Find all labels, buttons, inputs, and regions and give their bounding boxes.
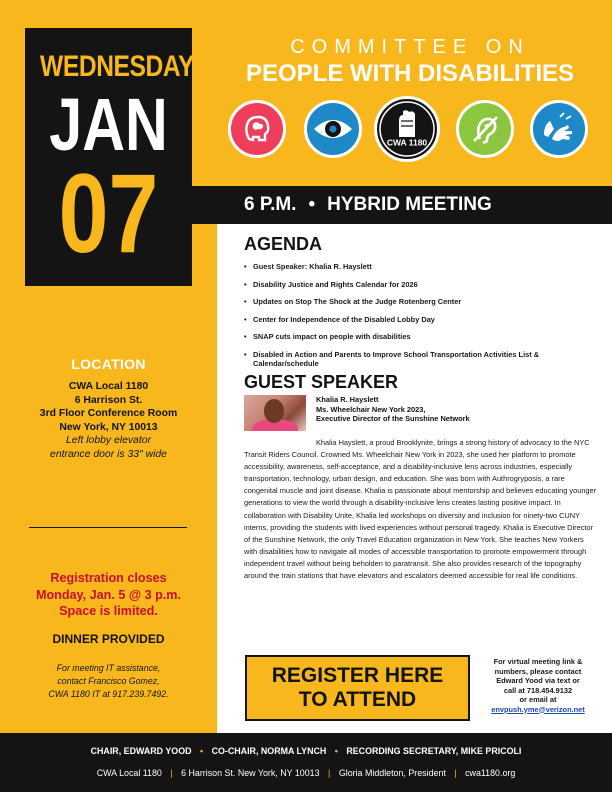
brain-icon bbox=[228, 100, 286, 158]
guest-role-1: Ms. Wheelchair New York 2023, bbox=[316, 404, 426, 414]
register-info-line: numbers, please contact bbox=[494, 666, 582, 676]
agenda-item: • Disability Justice and Rights Calendar for 2026 bbox=[244, 280, 594, 290]
registration-line: Registration closes bbox=[50, 571, 167, 585]
hearing-icon bbox=[456, 100, 514, 158]
meeting-time: 6 P.M. bbox=[244, 194, 297, 215]
register-info-line: call at 718.454.9132 bbox=[503, 685, 573, 695]
it-help bbox=[25, 662, 192, 701]
location-line: 6 Harrison St. bbox=[74, 394, 143, 406]
location-note: entrance door is 33" wide bbox=[50, 448, 167, 460]
footer-site-link[interactable]: cwa1180.org bbox=[465, 768, 516, 778]
footer-cochair: CO-CHAIR, NORMA LYNCH bbox=[211, 746, 327, 756]
location-title: LOCATION bbox=[71, 356, 146, 372]
register-info-line: Edward Yood via text or bbox=[496, 676, 580, 685]
divider bbox=[29, 527, 187, 528]
footer-contact bbox=[0, 768, 612, 778]
footer-secretary: RECORDING SECRETARY, MIKE PRICOLI bbox=[346, 746, 522, 756]
registration-line: Monday, Jan. 5 @ 3 p.m. bbox=[35, 587, 181, 602]
dinner-note: DINNER PROVIDED bbox=[52, 632, 165, 646]
meeting-bullet: • bbox=[308, 194, 316, 215]
guest-name-block bbox=[316, 395, 596, 424]
footer-separator: | bbox=[454, 768, 457, 778]
agenda-item: • Center for Independence of the Disabled Lobby Day bbox=[244, 315, 594, 325]
register-line-1: REGISTER HERE bbox=[271, 664, 444, 687]
location-line: 3rd Floor Conference Room bbox=[39, 408, 178, 419]
eye-icon bbox=[304, 100, 362, 158]
it-help-line: For meeting IT assistance, bbox=[56, 663, 161, 673]
guest-role-2: Executive Director of the Sunshine Network bbox=[316, 414, 470, 423]
register-line-2: TO ATTEND bbox=[298, 688, 417, 711]
footer-officers bbox=[0, 746, 612, 756]
footer-separator: | bbox=[170, 768, 173, 778]
location-line: New York, NY 10013 bbox=[59, 421, 158, 433]
agenda-item: • Disabled in Action and Parents to Improve School Transportation Activities List & Calendar/schedule bbox=[244, 350, 594, 369]
sign-language-icon bbox=[530, 100, 588, 158]
footer-separator: • bbox=[334, 746, 338, 756]
date-weekday: WEDNESDAY bbox=[40, 50, 194, 83]
cwa-logo-icon bbox=[374, 96, 440, 162]
footer-local: CWA Local 1180 bbox=[96, 768, 162, 778]
it-help-line: CWA 1180 IT at 917.239.7492. bbox=[48, 689, 169, 699]
footer-address: 6 Harrison St. New York, NY 10013 bbox=[181, 768, 320, 778]
meeting-type: HYBRID MEETING bbox=[327, 194, 492, 215]
footer-separator: • bbox=[200, 746, 204, 756]
icon-row bbox=[224, 100, 596, 166]
footer bbox=[0, 733, 612, 792]
register-info-line: For virtual meeting link & bbox=[493, 657, 583, 666]
footer-president: Gloria Middleton, President bbox=[338, 768, 446, 778]
date-block bbox=[25, 28, 192, 286]
register-button[interactable] bbox=[245, 655, 470, 721]
agenda-item: • Updates on Stop The Shock at the Judge Rotenberg Center bbox=[244, 297, 594, 307]
header-main: PEOPLE WITH DISABILITIES bbox=[245, 60, 575, 87]
guest-title: GUEST SPEAKER bbox=[244, 372, 399, 392]
location-block bbox=[25, 356, 192, 461]
agenda-item: • Guest Speaker: Khalia R. Hayslett bbox=[244, 262, 594, 272]
guest-photo bbox=[244, 395, 306, 431]
meeting-bar bbox=[192, 186, 612, 224]
guest-name: Khalia R. Hayslett bbox=[316, 395, 379, 404]
guest-bio-text: Khalia Hayslett, a proud Brooklynite, brings a strong history of advocacy to the NYC Transit Riders Council. Crowned Ms. Wheelchair New York in 2023, she used her platform to promote accessibility, awareness, self-acceptance, and a disability-inclusive lens across industries, especially transportation, technology, urban design, and education. She was born with Authrogryposis, a rare congenital muscle and joint disease. Khalia is passionate about mentorship and believes educating younger generations to view the world through a disability-inclusive lens creates lasting positive impact. In collaboration with Disability Unite, Khalia led workshops on diversity and inclusion for ninety-two CUNY interns, providing the students with lived experiences without personal tragedy. Khalia is Executive Director of the Sunshine Network, the only Travel Education organization in New York. She teaches New Yorkers with disabilities how to navigate all modes of accessible transportation to promote empowerment through independent travel without being beholden to paratransit. She also provides research of the topography around the train stations that have elevators and escalators deemed accessible for real life conditions. bbox=[244, 438, 597, 581]
registration-deadline bbox=[25, 570, 192, 620]
footer-separator: | bbox=[328, 768, 331, 778]
it-help-line: contact Francisco Gomez, bbox=[57, 676, 160, 686]
guest-bio bbox=[244, 437, 598, 582]
registration-line: Space is limited. bbox=[59, 604, 158, 618]
header-top: COMMITTEE ON bbox=[290, 36, 530, 58]
agenda-item: • SNAP cuts impact on people with disabilities bbox=[244, 332, 594, 342]
register-info bbox=[476, 657, 600, 714]
register-info-line: or email at bbox=[519, 695, 557, 704]
agenda-title: AGENDA bbox=[244, 234, 323, 254]
agenda-list bbox=[244, 262, 594, 377]
date-month: JAN bbox=[49, 83, 168, 166]
footer-chair: CHAIR, EDWARD YOOD bbox=[90, 746, 192, 756]
logo-text: CWA 1180 bbox=[386, 137, 428, 148]
date-day: 07 bbox=[58, 151, 159, 276]
location-note: Left lobby elevator bbox=[66, 435, 151, 446]
register-email-link[interactable]: envpush.yme@verizon.net bbox=[491, 704, 585, 714]
location-line: CWA Local 1180 bbox=[68, 381, 149, 392]
